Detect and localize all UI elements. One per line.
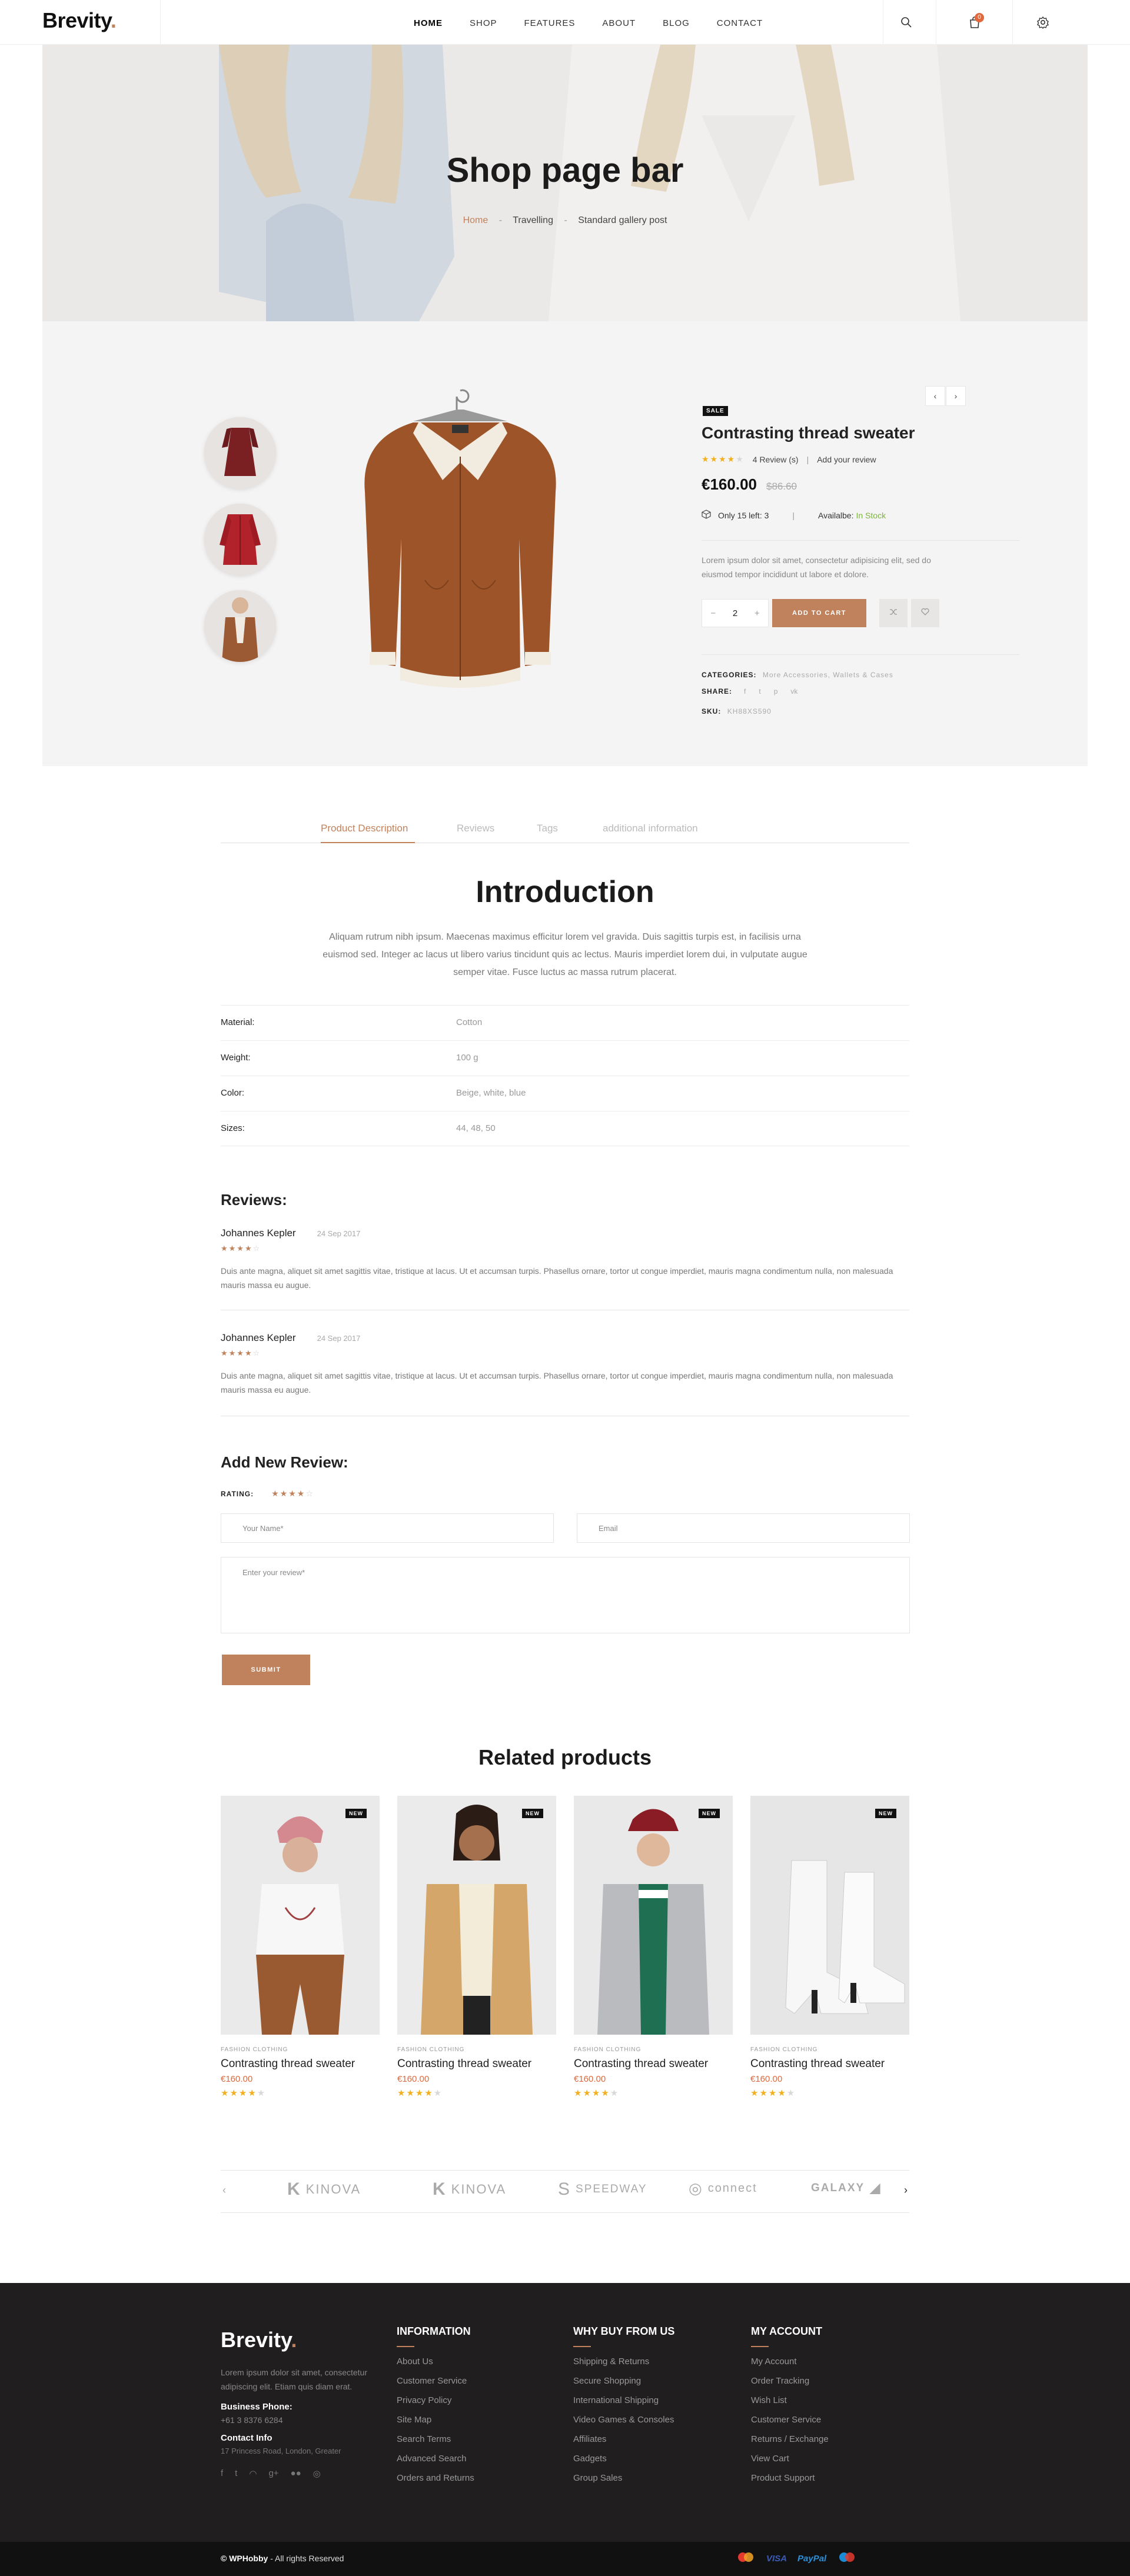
product-stars: ★★★★★ xyxy=(574,2088,620,2098)
product-name[interactable]: Contrasting thread sweater xyxy=(221,2058,355,2070)
stock-row xyxy=(702,510,886,521)
footer-column-why-buy xyxy=(573,2325,674,2483)
new-badge: NEW xyxy=(345,1809,367,1818)
product-name[interactable]: Contrasting thread sweater xyxy=(574,2058,709,2070)
review-text: Duis ante magna, aliquet sit amet sagittis vitae, tristique at lacus. Ut et accumsan turpis. Phasellus ornare, tortor ut congue imperdiet, mauris magna condimentum nulla, non malesuada mauris massa eu augue. xyxy=(221,1266,893,1290)
product-price: €160.00 xyxy=(750,2074,783,2084)
separator: | xyxy=(806,454,809,464)
categories-label: CATEGORIES: xyxy=(702,671,757,679)
add-review-title: Add New Review: xyxy=(221,1453,348,1471)
footer-link[interactable]: Search Terms xyxy=(397,2434,451,2444)
section-title: Introduction xyxy=(476,875,654,909)
review-text: Duis ante magna, aliquet sit amet sagittis vitae, tristique at lacus. Ut et accumsan turpis. Phasellus ornare, tortor ut congue imperdiet, mauris magna condimentum nulla, non malesuada mauris massa eu augue. xyxy=(221,1371,893,1394)
title-underline xyxy=(573,2346,591,2347)
divider xyxy=(702,654,1019,655)
footer-links xyxy=(397,2357,474,2483)
breadcrumb-travelling[interactable]: Travelling xyxy=(513,215,553,225)
page-title: Shop page bar xyxy=(446,151,684,189)
product-card[interactable] xyxy=(397,1796,556,2098)
spec-value: Cotton xyxy=(456,1017,483,1027)
nav-contact[interactable]: CONTACT xyxy=(716,18,763,28)
separator: | xyxy=(792,510,795,520)
breadcrumb-separator: - xyxy=(498,215,503,225)
categories-row xyxy=(702,670,893,680)
footer-link[interactable]: My Account xyxy=(751,2357,797,2367)
page-banner xyxy=(42,45,1088,321)
product-card[interactable] xyxy=(750,1796,909,2098)
footer-logo[interactable]: Brevity. xyxy=(221,2328,297,2352)
chevron-right-icon[interactable]: › xyxy=(904,2184,908,2196)
footer-link[interactable]: Customer Service xyxy=(397,2376,467,2386)
active-tab-underline xyxy=(321,842,415,843)
reviews-count[interactable]: 4 Review (s) xyxy=(752,454,799,464)
footer-about xyxy=(221,2328,374,2479)
new-badge: NEW xyxy=(875,1809,896,1818)
quantity-increase[interactable]: + xyxy=(754,608,760,618)
nav-blog[interactable]: BLOG xyxy=(663,18,690,28)
brand-mark-icon: K xyxy=(287,2179,301,2199)
brand-mark-icon: S xyxy=(558,2179,571,2199)
review-textarea[interactable]: Enter your review* xyxy=(221,1557,910,1633)
product-card[interactable] xyxy=(221,1796,380,2098)
brand-logo[interactable]: K KINOVA xyxy=(287,2179,361,2199)
vk-icon[interactable]: vk xyxy=(790,687,798,695)
related-title: Related products xyxy=(478,1745,652,1769)
facebook-icon[interactable]: f xyxy=(221,2468,224,2478)
settings-icon[interactable] xyxy=(1030,9,1056,35)
tab-product-description[interactable]: Product Description xyxy=(321,823,408,834)
compare-button[interactable] xyxy=(879,599,908,627)
reviewer-name: Johannes Kepler xyxy=(221,1332,296,1343)
breadcrumb-current: Standard gallery post xyxy=(578,215,667,225)
footer-link[interactable]: Product Support xyxy=(751,2473,815,2483)
footer-link[interactable]: Returns / Exchange xyxy=(751,2434,829,2444)
product-category: FASHION CLOTHING xyxy=(397,2046,465,2053)
phone-label: Business Phone: xyxy=(221,2402,293,2412)
product-price: €160.00 xyxy=(702,475,757,493)
review-date: 24 Sep 2017 xyxy=(317,1229,361,1238)
product-card[interactable] xyxy=(574,1796,733,2098)
pinterest-icon[interactable]: p xyxy=(773,687,778,695)
contact-label: Contact Info xyxy=(221,2433,272,2443)
quantity-decrease[interactable]: − xyxy=(710,608,716,618)
footer-links xyxy=(573,2357,674,2483)
spec-row xyxy=(221,1040,909,1076)
new-badge: NEW xyxy=(699,1809,720,1818)
spec-row xyxy=(221,1111,909,1146)
footer-link[interactable]: Advanced Search xyxy=(397,2454,467,2464)
footer-link[interactable]: Customer Service xyxy=(751,2415,822,2425)
product-thumbnail[interactable] xyxy=(204,417,276,489)
header-divider xyxy=(1012,0,1013,45)
product-image[interactable] xyxy=(221,1796,380,2035)
product-name[interactable]: Contrasting thread sweater xyxy=(750,2058,885,2070)
product-title: Contrasting thread sweater xyxy=(702,424,915,442)
quantity-value[interactable]: 2 xyxy=(732,608,738,618)
chevron-left-icon[interactable]: ‹ xyxy=(222,2184,226,2196)
review-stars: ★★★★☆ xyxy=(221,1244,261,1253)
spec-label: Color: xyxy=(221,1088,245,1098)
footer-link[interactable]: Affiliates xyxy=(573,2434,607,2444)
stock-left: Only 15 left: 3 xyxy=(718,510,769,520)
footer-about-text: Lorem ipsum dolor sit amet, consectetur adipiscing elit. Etiam quis diam erat. xyxy=(221,2368,367,2391)
shuffle-icon xyxy=(889,608,898,619)
tab-additional-information[interactable]: additional information xyxy=(603,823,698,834)
footer-link[interactable]: Shipping & Returns xyxy=(573,2357,650,2367)
site-footer xyxy=(0,2283,1130,2542)
sku-value: KH88XS590 xyxy=(727,707,772,715)
footer-link[interactable]: Video Games & Consoles xyxy=(573,2415,674,2425)
footer-link[interactable]: Gadgets xyxy=(573,2454,607,2464)
tab-reviews[interactable]: Reviews xyxy=(457,823,495,834)
phone-number: +61 3 8376 6284 xyxy=(221,2415,283,2425)
product-price: €160.00 xyxy=(221,2074,253,2084)
heart-icon xyxy=(921,608,929,619)
spec-label: Sizes: xyxy=(221,1123,245,1133)
product-thumbnail[interactable] xyxy=(204,590,276,662)
footer-link[interactable]: View Cart xyxy=(751,2454,789,2464)
footer-link[interactable]: Order Tracking xyxy=(751,2376,810,2386)
cart-count-badge: 0 xyxy=(975,13,984,22)
logo[interactable]: Brevity. xyxy=(42,8,117,32)
footer-links xyxy=(751,2357,829,2483)
reviewer-name: Johannes Kepler xyxy=(221,1227,296,1239)
new-badge: NEW xyxy=(522,1809,543,1818)
prev-product-button[interactable]: ‹ xyxy=(925,386,945,406)
mastercard-icon xyxy=(736,2551,756,2566)
search-icon[interactable] xyxy=(893,9,919,35)
footer-link[interactable]: Privacy Policy xyxy=(397,2395,452,2405)
spec-label: Material: xyxy=(221,1017,255,1027)
spec-value: 100 g xyxy=(456,1053,478,1063)
divider xyxy=(221,2170,909,2171)
spec-value: Beige, white, blue xyxy=(456,1088,526,1098)
site-header xyxy=(0,0,1130,45)
rating-label: RATING: xyxy=(221,1489,254,1498)
divider xyxy=(221,2212,909,2213)
short-description: Lorem ipsum dolor sit amet, consectetur adipisicing elit, sed do eiusmod tempor incididunt ut labore et dolore. xyxy=(702,555,931,579)
footer-link[interactable]: Wish List xyxy=(751,2395,787,2405)
title-underline xyxy=(751,2346,769,2347)
footer-link[interactable]: Orders and Returns xyxy=(397,2473,474,2483)
nav-about[interactable]: ABOUT xyxy=(602,18,636,28)
footer-link[interactable]: Site Map xyxy=(397,2415,432,2425)
review-stars: ★★★★☆ xyxy=(221,1349,261,1357)
footer-link[interactable]: Group Sales xyxy=(573,2473,623,2483)
social-links xyxy=(221,2468,374,2479)
breadcrumb-separator: - xyxy=(564,215,567,225)
flickr-icon[interactable]: ●● xyxy=(290,2468,301,2478)
price-row xyxy=(702,475,797,494)
paypal-icon: PayPal xyxy=(797,2554,827,2564)
payment-methods xyxy=(736,2551,857,2566)
quantity-stepper[interactable] xyxy=(702,599,769,627)
product-price: €160.00 xyxy=(397,2074,430,2084)
product-category: FASHION CLOTHING xyxy=(574,2046,642,2053)
spec-label: Weight: xyxy=(221,1053,251,1063)
add-to-cart-button[interactable]: ADD TO CART xyxy=(772,599,866,627)
nav-shop[interactable]: SHOP xyxy=(470,18,497,28)
breadcrumb-home[interactable]: Home xyxy=(463,215,488,225)
footer-link[interactable]: Secure Shopping xyxy=(573,2376,642,2386)
product-image[interactable] xyxy=(574,1796,733,2035)
product-image[interactable] xyxy=(750,1796,909,2035)
product-thumbnail[interactable] xyxy=(204,504,276,575)
product-price: €160.00 xyxy=(574,2074,606,2084)
product-section xyxy=(42,321,1088,766)
product-name[interactable]: Contrasting thread sweater xyxy=(397,2058,532,2070)
sale-badge: SALE xyxy=(703,406,728,416)
product-category: FASHION CLOTHING xyxy=(750,2046,818,2053)
share-label: SHARE: xyxy=(702,687,733,695)
cart-icon[interactable] xyxy=(962,9,988,35)
rating-input-row xyxy=(221,1489,314,1499)
product-image[interactable] xyxy=(397,1796,556,2035)
footer-link[interactable]: About Us xyxy=(397,2357,433,2367)
sku-row xyxy=(702,706,772,717)
nav-home[interactable]: HOME xyxy=(414,18,443,28)
wishlist-button[interactable] xyxy=(911,599,939,627)
copyright: © WPHobby - All rights Reserved xyxy=(221,2554,344,2563)
share-row xyxy=(702,687,797,695)
spec-row xyxy=(221,1005,909,1040)
review-date: 24 Sep 2017 xyxy=(317,1334,361,1343)
footer-column-my-account xyxy=(751,2325,829,2483)
divider xyxy=(702,540,1019,541)
nav-features[interactable]: FEATURES xyxy=(524,18,576,28)
email-field[interactable]: Email xyxy=(577,1513,910,1543)
title-underline xyxy=(397,2346,414,2347)
dribbble-icon[interactable]: ◎ xyxy=(313,2469,321,2479)
brand-logo[interactable]: K KINOVA xyxy=(433,2179,507,2199)
footer-column-title: INFORMATION xyxy=(397,2325,471,2337)
facebook-icon[interactable]: f xyxy=(744,687,746,695)
brand-mark-icon: ◢ xyxy=(869,2180,882,2196)
google-plus-icon[interactable]: g+ xyxy=(268,2468,279,2478)
brand-mark-icon: ◎ xyxy=(689,2179,703,2197)
rating-stars: ★★★★★ xyxy=(702,454,745,464)
next-product-button[interactable]: › xyxy=(946,386,966,406)
product-stars: ★★★★★ xyxy=(750,2088,796,2098)
tab-tags[interactable]: Tags xyxy=(537,823,558,834)
brand-logo[interactable]: S SPEEDWAY xyxy=(558,2179,647,2199)
product-main-image xyxy=(348,386,572,715)
name-field[interactable]: Your Name* xyxy=(221,1513,554,1543)
availability-value: In Stock xyxy=(856,510,886,520)
footer-column-title: WHY BUY FROM US xyxy=(573,2325,675,2337)
product-stars: ★★★★★ xyxy=(397,2088,443,2098)
footer-column-title: MY ACCOUNT xyxy=(751,2325,822,2337)
review-item xyxy=(221,1227,909,1292)
categories-value[interactable]: More Accessories, Wallets & Cases xyxy=(762,671,893,679)
brand-logo[interactable]: ◎ connect xyxy=(689,2179,757,2197)
product-rating-row xyxy=(702,454,876,464)
twitter-icon[interactable]: t xyxy=(759,687,761,695)
footer-bottom-bar xyxy=(0,2542,1130,2576)
submit-button[interactable]: SUBMIT xyxy=(222,1655,310,1685)
brand-mark-icon: K xyxy=(433,2179,447,2199)
footer-column-information xyxy=(397,2325,474,2483)
address: 17 Princess Road, London, Greater xyxy=(221,2447,341,2455)
intro-text: Aliquam rutrum nibh ipsum. Maecenas maximus efficitur lorem vel gravida. Duis sagittis turpis est, in facilisis urna euismod sed. Integer ac lacus ut libero varius tincidunt quis ac lectus. Mauris imperdiet lorem dui, in vulputate augue semper vitae. Fusce luctus ac massa rutrum placerat. xyxy=(323,932,807,977)
footer-link[interactable]: International Shipping xyxy=(573,2395,659,2405)
product-stars: ★★★★★ xyxy=(221,2088,267,2098)
product-category: FASHION CLOTHING xyxy=(221,2046,288,2053)
brand-logo[interactable]: GALAXY ◢ xyxy=(811,2180,882,2196)
spec-row xyxy=(221,1076,909,1111)
visa-icon: VISA xyxy=(766,2554,787,2564)
add-review-link[interactable]: Add your review xyxy=(817,454,876,464)
availability-label: Availalbe: xyxy=(818,510,854,520)
rating-input-stars[interactable]: ★★★★☆ xyxy=(271,1489,314,1498)
rss-icon[interactable]: ◠ xyxy=(249,2469,257,2479)
breadcrumb xyxy=(42,215,1088,226)
header-divider xyxy=(160,0,161,45)
twitter-icon[interactable]: t xyxy=(235,2468,238,2478)
sku-label: SKU: xyxy=(702,707,722,715)
reviews-title: Reviews: xyxy=(221,1191,287,1209)
spec-value: 44, 48, 50 xyxy=(456,1123,496,1133)
main-nav xyxy=(400,0,776,45)
box-icon xyxy=(702,510,711,521)
old-price: $86.60 xyxy=(766,481,797,492)
maestro-icon xyxy=(837,2551,857,2566)
review-item xyxy=(221,1332,909,1397)
